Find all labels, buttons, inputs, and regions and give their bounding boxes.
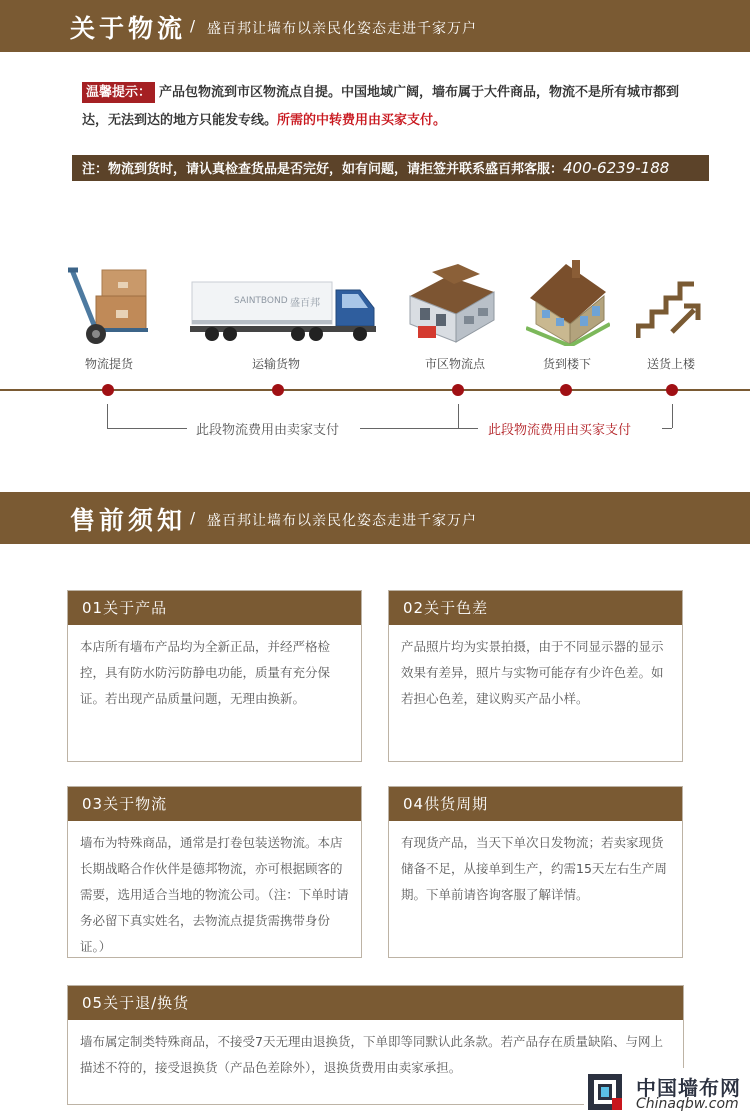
presale-header-band (0, 492, 750, 544)
delivery-truck-icon (190, 276, 382, 344)
timeline-dot (102, 384, 114, 396)
buyer-bracket-line (458, 428, 478, 429)
warm-tip-text: 产品包物流到市区物流点自提。中国地域广阔，墙布属于大件商品，物流不是所有城市都到达，无法到达的地方只能发专线。 (82, 85, 680, 128)
delivery-note (72, 155, 709, 181)
logistics-slogan: 盛百邦让墙布以亲民化姿态走进千家万户 (207, 21, 477, 37)
notice-card-supply (388, 786, 683, 958)
truck-brand-en: SAINTBOND (234, 296, 288, 306)
notice-card-product (67, 590, 362, 762)
timeline-dot (272, 384, 284, 396)
seller-bracket-line (107, 428, 187, 429)
site-watermark-logo (584, 1068, 750, 1119)
notice-card-color (388, 590, 683, 762)
timeline-dot (452, 384, 464, 396)
delivery-note-text: 注：物流到货时，请认真检查货品是否完好，如有问题，请拒签并联系盛百邦客服： (82, 162, 564, 177)
stairs-arrow-icon (636, 276, 706, 342)
truck-brand-cn: 盛百邦 (290, 298, 320, 309)
house-icon (526, 258, 610, 346)
watermark-name-cn: 中国墙布网 (636, 1076, 741, 1100)
seller-segment-text: 此段物流费用由卖家支付 (196, 423, 340, 438)
warm-tip-label: 温馨提示： (82, 82, 155, 103)
notice-card-body: 产品照片均为实景拍摄，由于不同显示器的显示效果有差异，照片与实物可能存有少许色差。如若担心色差，建议购买产品小样。 (401, 639, 664, 706)
service-phone: 400-6239-188 (563, 159, 670, 177)
notice-card-body: 墙布属定制类特殊商品，不接受7天无理由退换货，下单即等同默认此条款。若产品存在质量缺陷、与网上描述不符的，接受退换货（产品色差除外），退换货费用由卖家承担。 (80, 1034, 663, 1075)
warm-tip-red-text: 所需的中转费用由买家支付。 (277, 113, 447, 128)
warm-tip (82, 79, 702, 135)
title-separator: / (190, 509, 196, 527)
step-label-city-point: 市区物流点 (424, 357, 485, 371)
logistics-header-band (0, 0, 750, 52)
seller-bracket-line (360, 428, 458, 429)
timeline-dot (666, 384, 678, 396)
buyer-bracket-line (662, 428, 672, 429)
notice-card-body: 有现货产品，当天下单次日发物流；若卖家现货储备不足，从接单到生产，约需15天左右生产周期。下单前请咨询客服了解详情。 (401, 835, 667, 902)
logo-mark-icon (588, 1074, 622, 1110)
notice-card-body: 墙布为特殊商品，通常是打卷包装送物流。本店长期战略合作伙伴是德邦物流，亦可根据顾客的需要，选用适合当地的物流公司。（注：下单时请务必留下真实姓名，去物流点提货需携带身份证。） (80, 835, 349, 954)
presale-slogan: 盛百邦让墙布以亲民化姿态走进千家万户 (207, 513, 477, 529)
buyer-segment-text: 此段物流费用由买家支付 (488, 423, 632, 438)
step-label-upstairs: 送货上楼 (646, 357, 695, 371)
watermark-name-en: Chinaqbw.com (636, 1096, 739, 1112)
hand-truck-boxes-icon (62, 262, 154, 346)
title-separator: / (190, 17, 196, 35)
presale-title: 售前须知 (70, 506, 187, 535)
notice-card-heading: 01关于产品 (68, 591, 361, 625)
step-label-transport: 运输货物 (251, 357, 300, 371)
notice-card-heading: 05关于退/换货 (68, 986, 683, 1020)
buyer-bracket-right (672, 404, 673, 428)
step-label-pickup: 物流提货 (84, 357, 133, 371)
logistics-title: 关于物流 (70, 14, 187, 43)
notice-card-heading: 04供货周期 (389, 787, 682, 821)
seller-bracket-right (458, 404, 459, 428)
timeline-dot (560, 384, 572, 396)
notice-card-heading: 03关于物流 (68, 787, 361, 821)
notice-card-body: 本店所有墙布产品均为全新正品，并经严格检控，具有防水防污防静电功能，质量有充分保证。若出现产品质量问题，无理由换新。 (80, 639, 331, 706)
notice-card-heading: 02关于色差 (389, 591, 682, 625)
logistics-building-icon (402, 262, 498, 346)
notice-card-logistics (67, 786, 362, 958)
step-label-downstairs: 货到楼下 (542, 357, 591, 371)
seller-bracket-left (107, 404, 108, 428)
